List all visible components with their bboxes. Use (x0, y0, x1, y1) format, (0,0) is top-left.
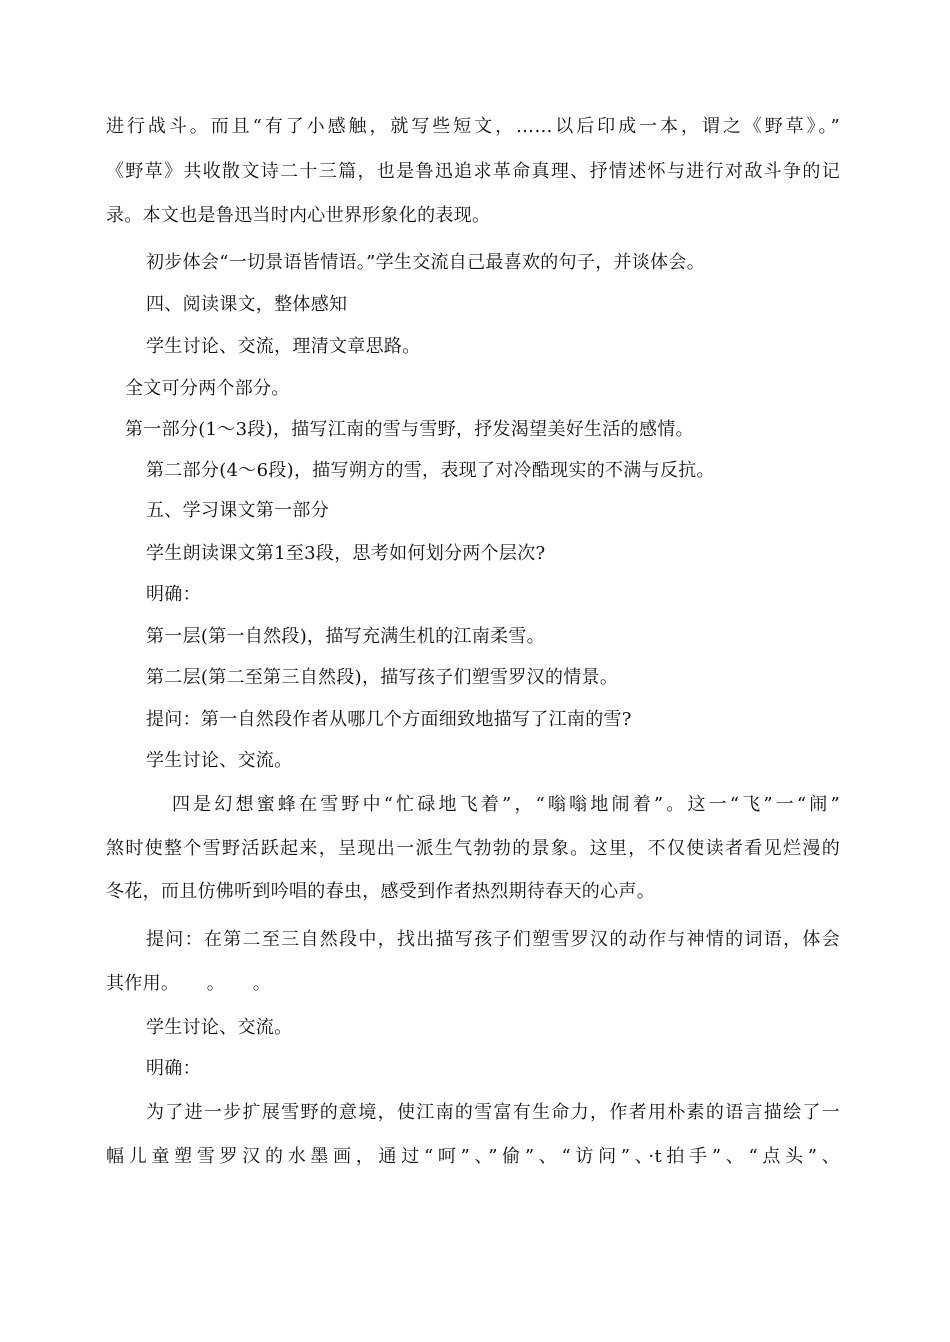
section-heading-4: 四、阅读课文，整体感知 (146, 294, 348, 315)
text-line-12: 明确： (146, 584, 201, 605)
text-line-18: 煞时使整个雪野活跃起来，呈现出一派生气勃勃的景象。这里，不仅使读者看见烂漫的 (106, 838, 840, 859)
text-line-13: 第一层(第一自然段)，描写充满生机的江南柔雪。 (146, 626, 545, 647)
text-line-1: 进行战斗。而且“有了小感触，就写些短文，……以后印成一本，谓之《野草》。” (106, 116, 840, 137)
text-line-15: 提问：第一自然段作者从哪几个方面细致地描写了江南的雪? (146, 709, 632, 730)
text-line-2: 《野草》共收散文诗二十三篇，也是鲁迅追求革命真理、抒情述怀与进行对敌斗争的记 (106, 161, 840, 182)
text-line-8: 第一部分(1～3段)，描写江南的雪与雪野，抒发渴望美好生活的感情。 (125, 419, 694, 440)
text-line-22: 学生讨论、交流。 (146, 1017, 293, 1038)
text-line-23: 明确： (146, 1058, 201, 1079)
text-line-20: 提问：在第二至三自然段中，找出描写孩子们塑雪罗汉的动作与神情的词语，体会 (146, 929, 840, 950)
text-line-17: 四是幻想蜜蜂在雪野中“忙碌地飞着”，“嗡嗡地闹着”。这一“飞”一“闹” (172, 794, 840, 815)
text-line-7: 全文可分两个部分。 (125, 378, 290, 399)
text-line-6: 学生讨论、交流，理清文章思路。 (146, 336, 421, 357)
text-line-4: 初步体会“一切景语皆情语。”学生交流自己最喜欢的句子，并谈体会。 (146, 252, 706, 273)
text-line-9: 第二部分(4～6段)，描写朔方的雪，表现了对冷酷现实的不满与反抗。 (146, 460, 715, 481)
text-line-25: 幅儿童塑雪罗汉的水墨画，通过“呵”、”偷”、“访问”、·t拍手”、“点头”、 (106, 1146, 840, 1167)
text-line-3: 录。本文也是鲁迅当时内心世界形象化的表现。 (106, 205, 491, 226)
text-line-14: 第二层(第二至第三自然段)，描写孩子们塑雪罗汉的情景。 (146, 667, 619, 688)
text-line-11: 学生朗读课文第1至3段，思考如何划分两个层次? (146, 543, 546, 564)
section-heading-5: 五、学习课文第一部分 (146, 500, 329, 521)
text-line-24: 为了进一步扩展雪野的意境，使江南的雪富有生命力，作者用朴素的语言描绘了一 (146, 1102, 840, 1123)
text-line-21: 其作用。 。 。 (106, 973, 271, 994)
text-line-19: 冬花，而且仿佛听到吟唱的春虫，感受到作者热烈期待春天的心声。 (106, 881, 655, 902)
text-line-16: 学生讨论、交流。 (146, 750, 293, 771)
